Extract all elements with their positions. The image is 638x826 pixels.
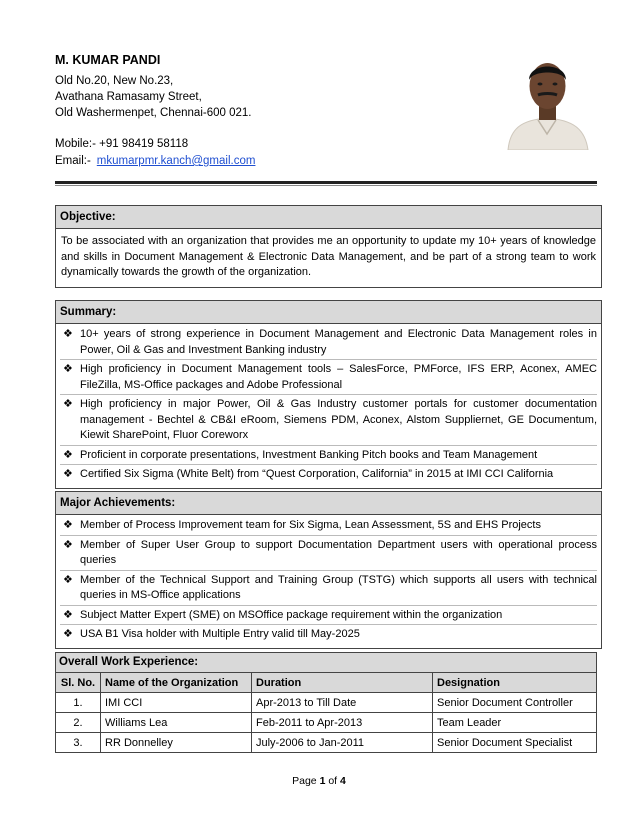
candidate-name: M. KUMAR PANDI [55,53,161,67]
mobile-number: +91 98419 58118 [99,138,189,150]
achievements-section [55,491,602,649]
objective-title: Objective: [56,206,601,229]
header-divider-thin [55,185,597,186]
table-cell: Williams Lea [101,713,252,733]
table-row [56,713,596,733]
page-footer [0,775,638,787]
table-cell: 3. [56,733,101,753]
diamond-bullet-icon: ❖ [63,608,73,621]
header-divider [55,181,597,184]
table-cell: July-2006 to Jan-2011 [252,733,433,753]
address-line: Old Washermenpet, Chennai-600 021. [55,107,252,119]
table-cell: Team Leader [433,713,597,733]
table-cell: IMI CCI [101,693,252,713]
summary-title: Summary: [56,301,601,324]
table-cell: 2. [56,713,101,733]
table-cell: 1. [56,693,101,713]
address-line: Old No.20, New No.23, [55,75,174,87]
achievements-list [56,515,601,648]
objective-section [55,205,602,288]
diamond-bullet-icon: ❖ [63,448,73,461]
column-header: Duration [252,673,433,693]
column-header: Sl. No. [56,673,101,693]
table-row [56,693,596,713]
list-item: ❖ USA B1 Visa holder with Multiple Entry valid till May-2025 [60,627,597,644]
column-header: Name of the Organization [101,673,252,693]
achievements-title: Major Achievements: [56,492,601,515]
column-header: Designation [433,673,597,693]
diamond-bullet-icon: ❖ [63,628,73,640]
diamond-bullet-icon: ❖ [63,538,73,551]
list-item: ❖ High proficiency in major Power, Oil & Gas Industry customer portals for customer documentation management - Bechtel & CB&I eRoom, Siemens PDM, Aconex, Alstom Suppliernet, GE Documentum, Kiewit SharePoint, Fluor Coreworx [60,397,597,446]
diamond-bullet-icon: ❖ [63,573,73,586]
contact-block [55,136,255,170]
email-link[interactable]: mkumarpmr.kanch@gmail.com [96,155,256,167]
list-item: ❖ Subject Matter Expert (SME) on MSOffice package requirement within the organization [60,608,597,626]
page-of: of [328,775,338,787]
list-item: ❖ Member of the Technical Support and Training Group (TSTG) which supports all users with technical queries in MS-Office applications [60,573,597,606]
table-cell: Senior Document Specialist [433,733,597,753]
table-row [56,733,596,753]
experience-table [55,652,597,753]
mobile-label: Mobile:- [55,138,96,150]
summary-section [55,300,602,489]
address-block [55,73,251,121]
page-total: 4 [340,775,346,787]
diamond-bullet-icon: ❖ [63,519,73,531]
diamond-bullet-icon: ❖ [63,328,73,340]
list-item: ❖ Certified Six Sigma (White Belt) from “Quest Corporation, California” in 2015 at IMI CCI California [60,467,597,484]
summary-list [56,324,601,488]
list-item: ❖ 10+ years of strong experience in Document Management and Electronic Data Management roles in Power, Oil & Gas and Investment Banking industry [60,327,597,360]
email-label: Email:- [55,155,91,167]
list-item: ❖ Member of Process Improvement team for Six Sigma, Lean Assessment, 5S and EHS Projects [60,518,597,536]
objective-text: To be associated with an organization that provides me an opportunity to update my 10+ years of knowledge and skills in Document Management & Electronic Data Management, and be part of a strong team to work dynamically towards the growth of the organization. [61,235,596,278]
table-header-row [56,673,596,693]
table-cell: Senior Document Controller [433,693,597,713]
table-cell: RR Donnelley [101,733,252,753]
table-cell: Apr-2013 to Till Date [252,693,433,713]
diamond-bullet-icon: ❖ [63,468,73,480]
list-item: ❖ High proficiency in Document Management tools – SalesForce, PMForce, IFS ERP, Aconex, AMEC FileZilla, MS-Office packages and Adobe Professional [60,362,597,395]
table-cell: Feb-2011 to Apr-2013 [252,713,433,733]
list-item: ❖ Proficient in corporate presentations, Investment Banking Pitch books and Team Management [60,448,597,466]
diamond-bullet-icon: ❖ [63,363,73,375]
email-line [55,153,255,170]
mobile-line [55,136,255,153]
address-line: Avathana Ramasamy Street, [55,91,202,103]
diamond-bullet-icon: ❖ [63,398,73,410]
page-prefix: Page [292,775,317,787]
profile-photo [500,50,595,150]
list-item: ❖ Member of Super User Group to support Documentation Department users with operational process queries [60,538,597,571]
experience-title: Overall Work Experience: [56,653,596,673]
page-number: 1 [319,775,326,787]
